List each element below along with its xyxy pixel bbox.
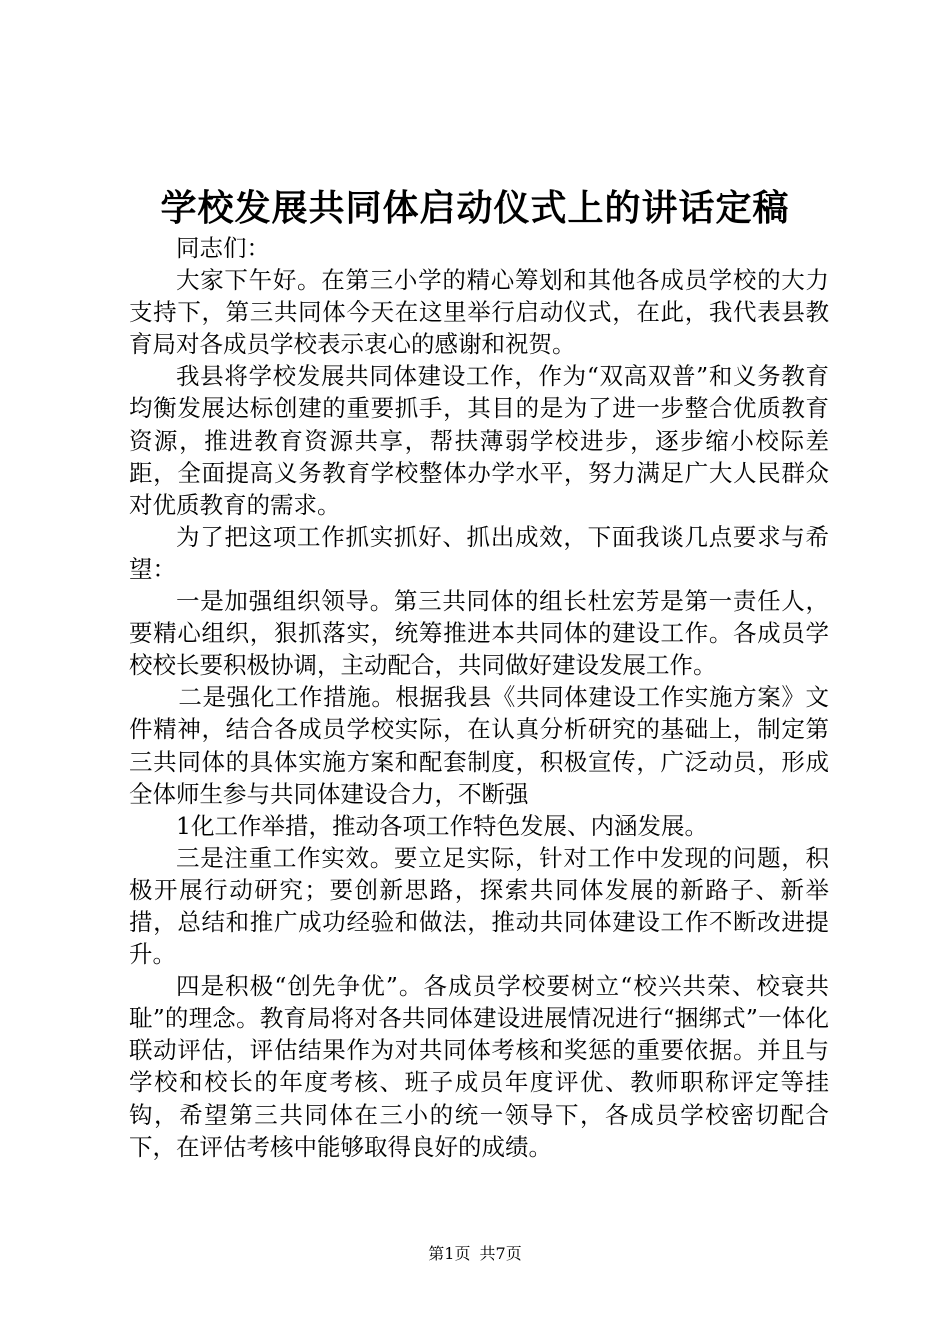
salutation: 同志们： <box>176 234 270 262</box>
paragraph-purpose: 我县将学校发展共同体建设工作，作为“双高双普”和义务教育均衡发展达标创建的重要抓手，其目的是为了进一步整合优质教育资源，推进教育资源共享，帮扶薄弱学校进步，逐步缩小校际差距，全面提高义务教育学校整体办学水平，努力满足广大人民群众对优质教育的需求。 <box>129 362 829 519</box>
page-total: 共7页 <box>479 1244 522 1263</box>
paragraph-requirements-intro: 为了把这项工作抓实抓好、抓出成效，下面我谈几点要求与希望： <box>129 522 829 583</box>
document-body <box>129 232 829 1163</box>
document-title: 学校发展共同体启动仪式上的讲话定稿 <box>160 188 790 229</box>
paragraph-greeting: 大家下午好。在第三小学的精心筹划和其他各成员学校的大力支持下，第三共同体今天在这里举行启动仪式，在此，我代表县教育局对各成员学校表示衷心的感谢和祝贺。 <box>129 266 829 359</box>
page-number: 第1页 <box>428 1244 471 1263</box>
paragraph-point-one: 一是加强组织领导。第三共同体的组长杜宏芳是第一责任人，要精心组织，狠抓落实，统筹推进本共同体的建设工作。各成员学校校长要积极协调，主动配合，共同做好建设发展工作。 <box>129 587 829 680</box>
paragraph-point-three: 三是注重工作实效。要立足实际，针对工作中发现的问题，积极开展行动研究；要创新思路，探索共同体发展的新路子、新举措，总结和推广成功经验和做法，推动共同体建设工作不断改进提升。 <box>129 843 829 969</box>
page-footer <box>0 1244 950 1264</box>
paragraph-point-four: 四是积极“创先争优”。各成员学校要树立“校兴共荣、校衰共耻”的理念。教育局将对各共同体建设进展情况进行“捆绑式”一体化联动评估，评估结果作为对共同体考核和奖惩的重要依据。并且与学校和校长的年度考核、班子成员年度评优、教师职称评定等挂钩，希望第三共同体在三小的统一领导下，各成员学校密切配合下，在评估考核中能够取得良好的成绩。 <box>129 972 829 1161</box>
paragraph-point-two-continued: 1化工作举措，推动各项工作特色发展、内涵发展。 <box>176 811 708 840</box>
paragraph-point-two: 二是强化工作措施。根据我县《共同体建设工作实施方案》文件精神，结合各成员学校实际，在认真分析研究的基础上，制定第三共同体的具体实施方案和配套制度，积极宣传，广泛动员，形成全体师生参与共同体建设合力，不断强 <box>129 683 829 808</box>
